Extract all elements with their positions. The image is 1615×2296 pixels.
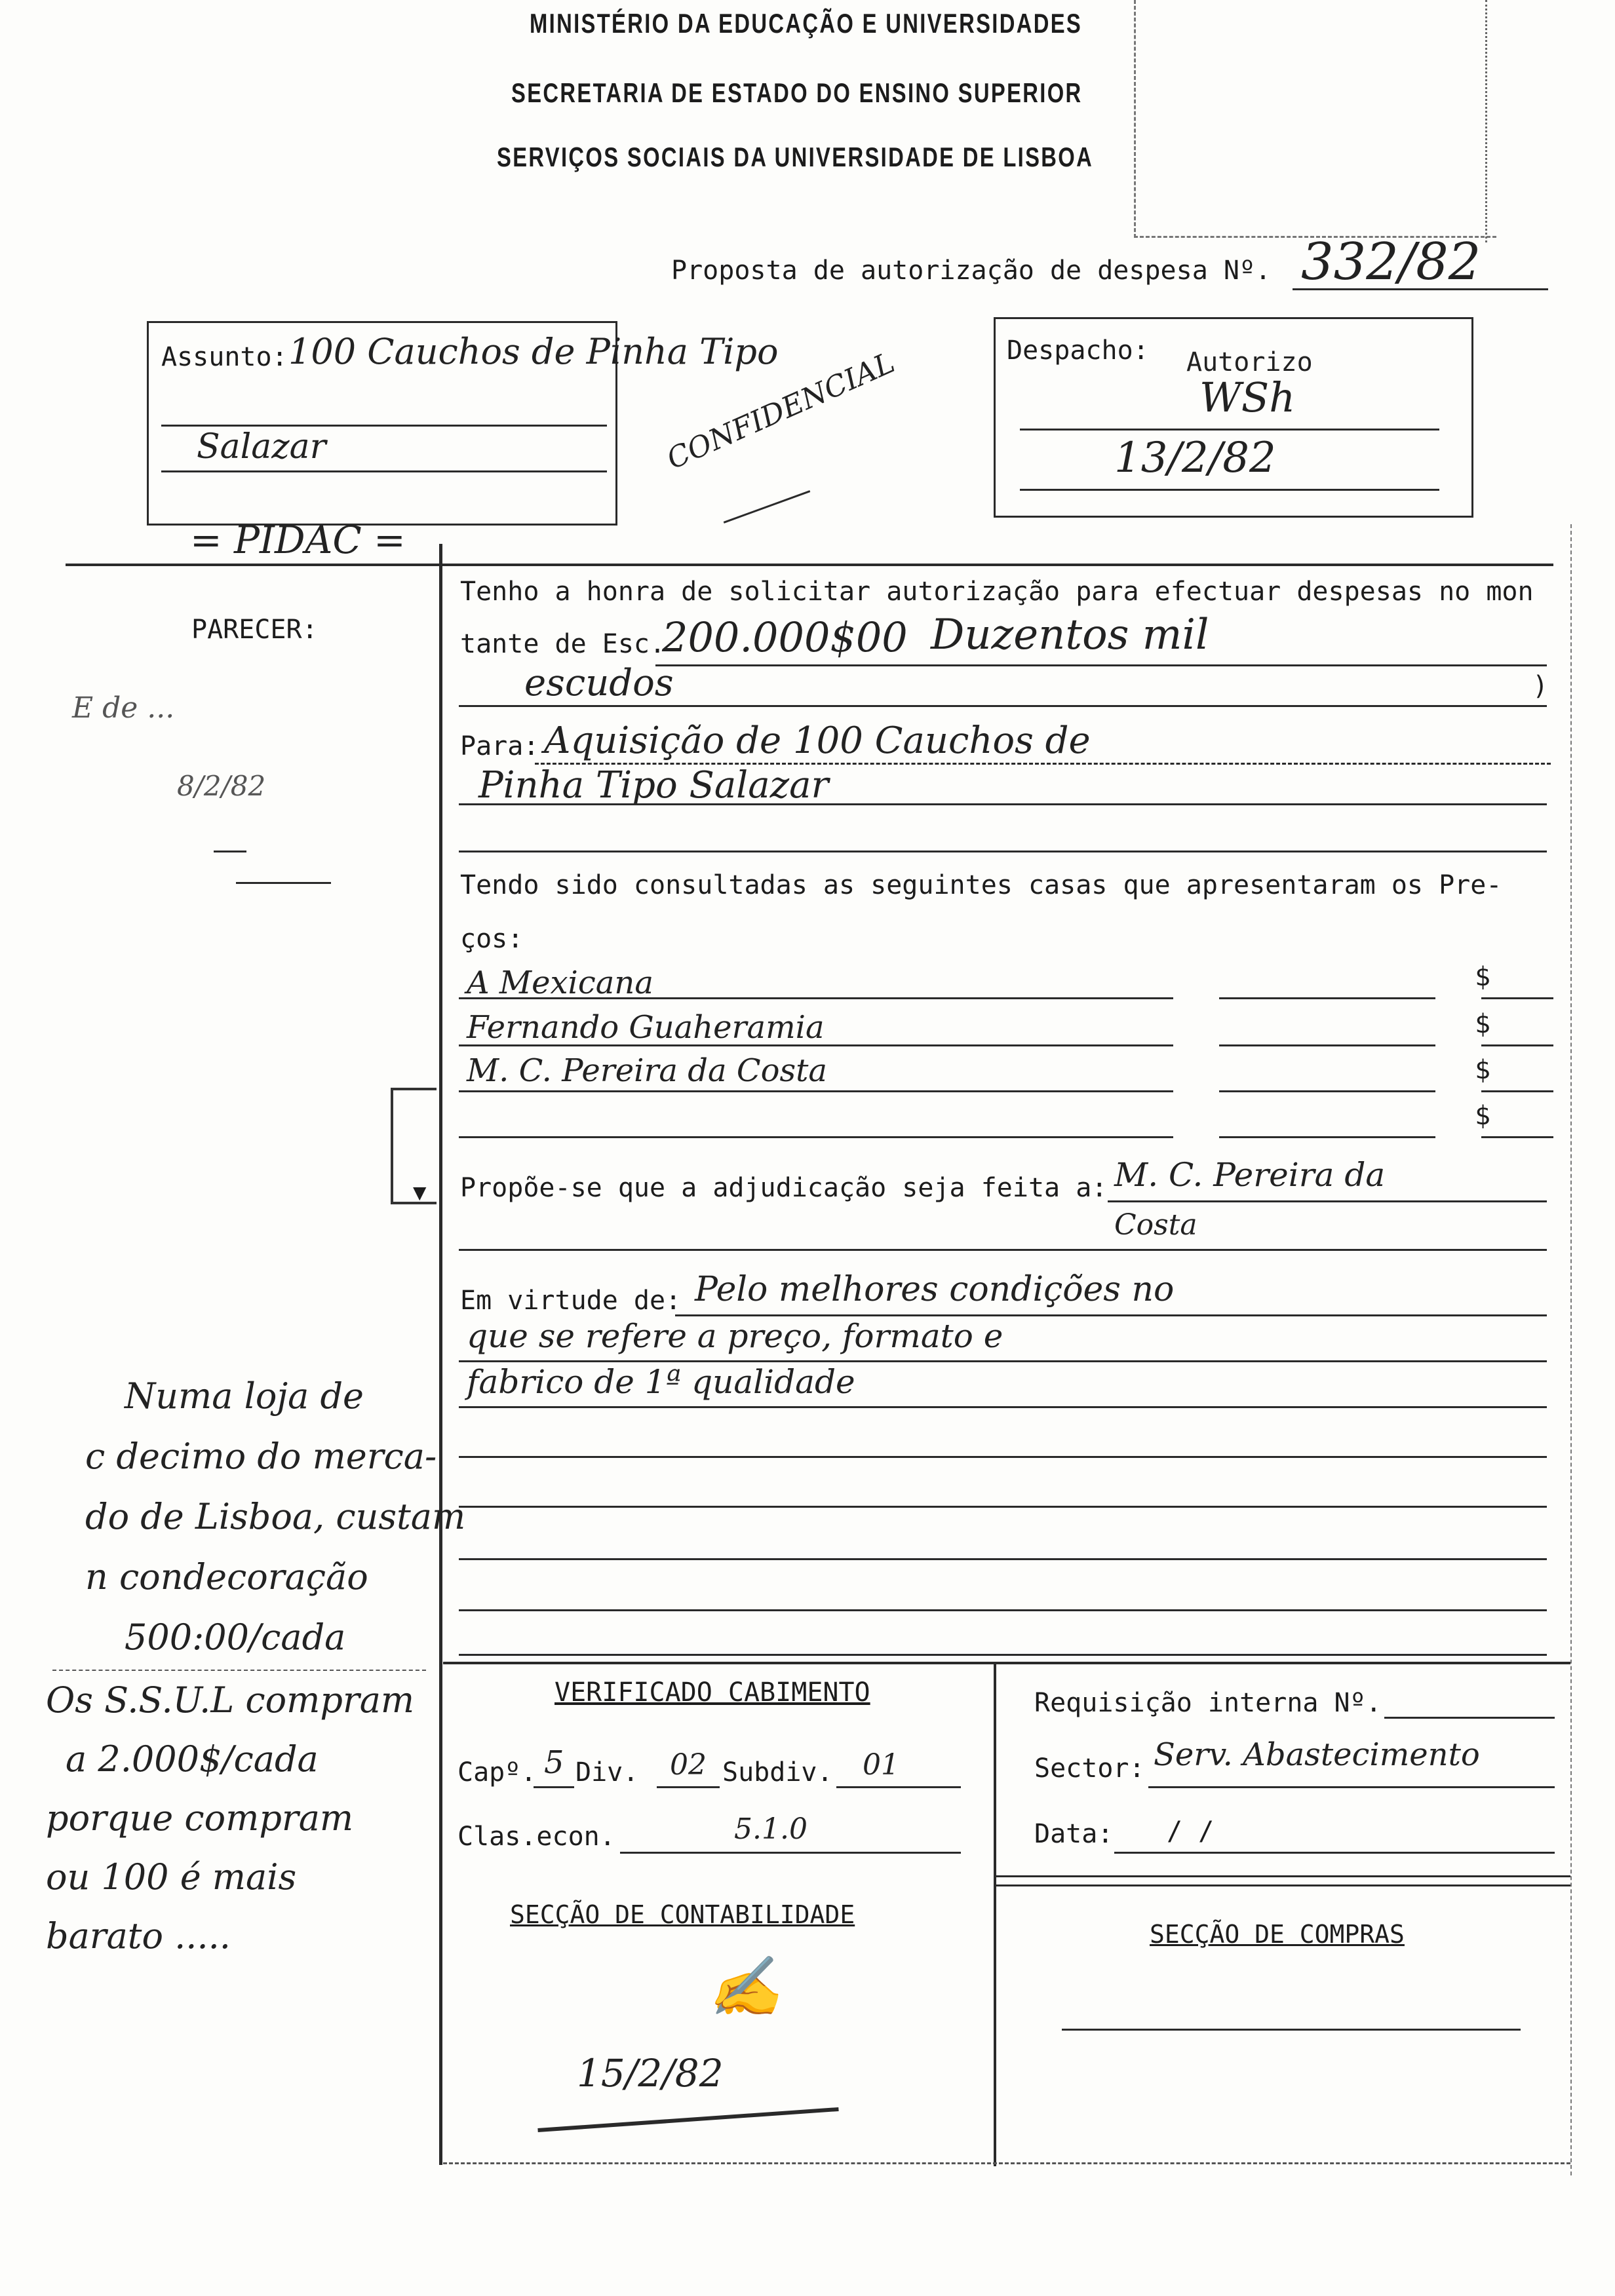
adjudicacao-line1: M. C. Pereira da <box>1114 1156 1386 1194</box>
requisicao-label: Requisição interna Nº. <box>1034 1688 1382 1718</box>
request-line2-prefix: tante de Esc. <box>460 629 666 659</box>
contabilidade-strike <box>537 2107 838 2132</box>
div-value: 02 <box>670 1748 707 1782</box>
supplier-1-cents-rule <box>1481 997 1553 999</box>
supplier-1-price-rule <box>1219 997 1435 999</box>
sector-value: Serv. Abastecimento <box>1154 1736 1480 1773</box>
margin-note-2-line1: Os S.S.U.L compram <box>46 1679 415 1721</box>
subdiv-label: Subdiv. <box>722 1757 833 1788</box>
clas-value: 5.1.0 <box>734 1812 808 1846</box>
bottom-divider <box>994 1662 996 2166</box>
subdiv-rule <box>836 1786 961 1788</box>
adjudicacao-rule2 <box>459 1249 1547 1251</box>
supplier-4-price-rule <box>1219 1136 1435 1138</box>
cap-rule <box>534 1786 574 1788</box>
para-label: Para: <box>460 731 539 761</box>
virtude-label: Em virtude de: <box>460 1286 682 1316</box>
blank-rule5 <box>459 1654 1547 1656</box>
assunto-pidac: = PIDAC = <box>190 518 406 562</box>
amount-words-rule <box>459 705 1547 707</box>
request-line1: Tenho a honra de solicitar autorização para efectuar despesas no mon <box>460 577 1534 607</box>
margin-note-1-line2: c decimo do merca- <box>85 1436 437 1477</box>
blank-rule3 <box>459 1558 1547 1560</box>
supplier-3: M. C. Pereira da Costa <box>467 1052 828 1089</box>
blank-rule2 <box>459 1506 1547 1508</box>
supplier-2-price-rule <box>1219 1044 1435 1046</box>
supplier-3-cents-rule <box>1481 1090 1553 1092</box>
amount-value: 200.000$00 <box>662 613 908 661</box>
confidencial-mark: CONFIDENCIAL <box>662 345 900 476</box>
clas-rule <box>620 1852 961 1854</box>
stamp-edge <box>1485 0 1487 242</box>
supplier-1-dollar: $ <box>1475 962 1491 992</box>
despacho-autorizo: Autorizo <box>1186 347 1313 377</box>
compras-sign-rule <box>1062 2029 1521 2031</box>
margin-note-2-line5: barato ..... <box>46 1915 231 1957</box>
data-rule <box>1114 1852 1555 1854</box>
amount-rule <box>655 664 1547 666</box>
assunto-rule1 <box>161 425 607 427</box>
supplier-4-cents-rule <box>1481 1136 1553 1138</box>
parecer-note-line1: E de ... <box>72 691 175 725</box>
compras-double-line1 <box>996 1875 1570 1877</box>
proposal-label: Proposta de autorização de despesa Nº. <box>671 256 1272 286</box>
margin-note-1 <box>85 1366 466 1668</box>
supplier-2-cents-rule <box>1481 1044 1553 1046</box>
compras-double-line2 <box>996 1885 1570 1886</box>
supplier-1: A Mexicana <box>467 965 653 1001</box>
amount-words-1: Duzentos mil <box>931 611 1209 659</box>
despacho-signature: WSh <box>1199 373 1296 421</box>
cabimento-title: VERIFICADO CABIMENTO <box>555 1677 870 1708</box>
div-label: Div. <box>575 1757 639 1788</box>
data-value: / / <box>1167 1816 1215 1846</box>
adjudicacao-label: Propõe-se que a adjudicação seja feita a: <box>460 1173 1108 1203</box>
margin-note-2-line3: porque compram <box>46 1797 354 1839</box>
contabilidade-section: SECÇÃO DE CONTABILIDADE <box>510 1900 855 1929</box>
subdiv-value: 01 <box>863 1748 899 1782</box>
amount-words-2: escudos <box>524 662 674 704</box>
para-line2: Pinha Tipo Salazar <box>478 764 829 807</box>
stamp-area <box>1134 0 1496 238</box>
supplier-2: Fernando Guaheramia <box>467 1009 825 1046</box>
consulted-line1: Tendo sido consultadas as seguintes casas que apresentaram os Pre- <box>460 870 1502 900</box>
div-rule <box>657 1786 720 1788</box>
compras-section: SECÇÃO DE COMPRAS <box>1150 1920 1405 1949</box>
blank-rule1 <box>459 1456 1547 1458</box>
blank-rule4 <box>459 1609 1547 1611</box>
supplier-3-price-rule <box>1219 1090 1435 1092</box>
header-ministry: MINISTÉRIO DA EDUCAÇÃO E UNIVERSIDADES <box>530 8 1083 39</box>
adjudicacao-rule1 <box>1108 1200 1547 1202</box>
cap-label: Capº. <box>457 1757 537 1788</box>
proposal-number-line <box>1293 288 1548 290</box>
frame-right-edge <box>1570 524 1572 2175</box>
margin-note-1-line3: do de Lisboa, custam <box>85 1496 466 1537</box>
despacho-rule2 <box>1020 489 1439 491</box>
virtude-line3: fabrico de 1ª qualidade <box>467 1363 855 1401</box>
virtude-rule1 <box>675 1314 1547 1316</box>
amount-close-paren: ) <box>1532 671 1549 701</box>
contabilidade-date: 15/2/82 <box>577 2051 724 2095</box>
margin-note-2-line4: ou 100 é mais <box>46 1856 297 1898</box>
consulted-line2: ços: <box>460 924 524 954</box>
despacho-date: 13/2/82 <box>1114 434 1276 482</box>
assunto-rule2 <box>161 470 607 472</box>
virtude-line1: Pelo melhores condições no <box>695 1270 1175 1309</box>
supplier-1-rule <box>459 997 1173 999</box>
para-line1: Aquisição de 100 Cauchos de <box>544 719 1091 762</box>
supplier-2-rule <box>459 1044 1173 1046</box>
parecer-label: PARECER: <box>191 615 318 645</box>
margin-note-1-line5: 500:00/cada <box>125 1617 346 1658</box>
supplier-4-rule <box>459 1136 1173 1138</box>
para-rule2 <box>459 803 1547 805</box>
bottom-frame-top <box>443 1662 1570 1664</box>
sector-rule <box>1148 1786 1555 1788</box>
para-rule3 <box>459 851 1547 852</box>
parecer-dash1 <box>214 851 246 852</box>
virtude-rule3 <box>459 1406 1547 1408</box>
supplier-4-dollar: $ <box>1475 1101 1491 1131</box>
requisicao-rule <box>1384 1717 1555 1719</box>
margin-note-2 <box>46 1671 414 1966</box>
bottom-dashed-line <box>443 2162 1570 2164</box>
frame-top <box>66 564 1553 566</box>
assunto-line2: Salazar <box>197 427 326 467</box>
sector-label: Sector: <box>1034 1753 1145 1784</box>
margin-note-1-line4: n condecoração <box>85 1556 368 1598</box>
bracket-arrow-head: ▼ <box>413 1179 427 1206</box>
clas-label: Clas.econ. <box>457 1822 615 1852</box>
despacho-rule1 <box>1020 429 1439 430</box>
assunto-label: Assunto: <box>161 342 288 372</box>
supplier-2-dollar: $ <box>1475 1009 1491 1039</box>
proposal-number: 332/82 <box>1301 233 1481 292</box>
margin-note-1-line1: Numa loja de <box>125 1375 364 1417</box>
adjudicacao-line2: Costa <box>1114 1208 1197 1242</box>
virtude-rule2 <box>459 1360 1547 1362</box>
supplier-3-dollar: $ <box>1475 1055 1491 1085</box>
despacho-label: Despacho: <box>1007 335 1149 366</box>
cap-value: 5 <box>544 1744 564 1781</box>
frame-divider <box>439 544 442 2165</box>
parecer-dash2 <box>236 882 331 884</box>
assunto-line1: 100 Cauchos de Pinha Tipo <box>288 331 779 372</box>
header-services: SERVIÇOS SOCIAIS DA UNIVERSIDADE DE LISBOA <box>497 142 1094 172</box>
contabilidade-signature: ✍ <box>708 1953 782 2021</box>
data-label: Data: <box>1034 1819 1114 1849</box>
confidencial-underline <box>724 490 811 524</box>
supplier-3-rule <box>459 1090 1173 1092</box>
header-secretaria: SECRETARIA DE ESTADO DO ENSINO SUPERIOR <box>511 77 1083 108</box>
virtude-line2: que se refere a preço, formato e <box>467 1317 1003 1355</box>
margin-note-2-line2: a 2.000$/cada <box>66 1738 319 1780</box>
parecer-note-date: 8/2/82 <box>177 770 266 802</box>
